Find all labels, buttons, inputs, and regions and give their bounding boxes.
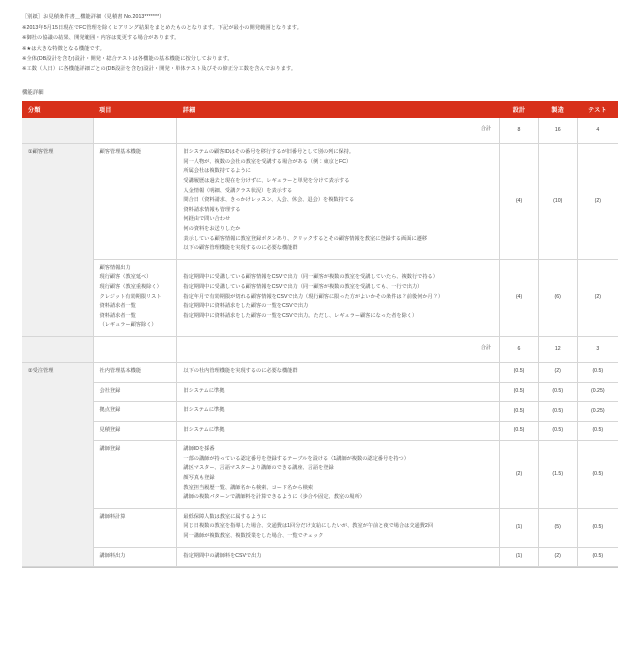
detail-line: 資料請求者一覧 — [99, 303, 136, 310]
detail-line: 以下の顧客管理機能を実現するのに必要な機能群 — [183, 245, 298, 252]
detail-line: 所属会社は複数持てるように — [183, 168, 251, 175]
cell-category: ②受注管理 — [22, 362, 93, 566]
cell-item — [93, 336, 177, 362]
cell-item: 拠点登録 — [93, 402, 177, 422]
table-row-total — [22, 118, 618, 144]
detail-line: 指定期間中に受講している顧客情報をCSVで出力（同一顧客が複数の教室を受講しても、一行で出力） — [183, 283, 423, 290]
cell-build: (10) — [538, 144, 577, 260]
cell-design: (2) — [500, 441, 539, 509]
cell-detail — [177, 547, 500, 567]
cell-build: (5) — [538, 508, 577, 547]
column-header-test: テスト — [577, 101, 618, 118]
detail-line: 現行顧客（教室重複除く） — [99, 283, 162, 290]
cell-design-total: 8 — [500, 118, 539, 144]
table-caption: 機能詳細 — [22, 90, 44, 97]
cell-build: (2) — [538, 362, 577, 382]
detail-line: 現行顧客（教室延べ） — [99, 274, 152, 281]
detail-line: 旧システムに準拠 — [183, 387, 225, 394]
detail-line: 指定期間中に資料請求をした顧客の一覧をCSVで出力。ただし、レギュラー顧客になった者を除く） — [183, 312, 418, 319]
detail-line: 同一人物が、複数の会社の教室を受講する場合がある（例：東京とFC） — [183, 158, 352, 165]
cell-build: (0.5) — [538, 421, 577, 441]
cell-total-label: 合計 — [177, 118, 500, 144]
detail-line: 何経由で問い合わせ — [183, 216, 231, 223]
cell-test: (0.25) — [577, 382, 618, 402]
cell-design: (4) — [500, 144, 539, 260]
table-row — [22, 144, 618, 260]
cell-design: (0.5) — [500, 402, 539, 422]
detail-line: 資料請求者一覧 — [99, 312, 136, 319]
detail-line: 資料請求情報も管理する — [183, 206, 241, 213]
cell-build: (1.5) — [538, 441, 577, 509]
cell-design: (0.5) — [500, 382, 539, 402]
column-header-detail: 詳細 — [177, 101, 500, 118]
cell-test: (0.5) — [577, 547, 618, 567]
table-row — [22, 402, 618, 422]
table-header — [22, 101, 618, 118]
detail-line: 何の資料をお送りしたか — [183, 225, 241, 232]
cell-build: (6) — [538, 259, 577, 336]
table-row — [22, 441, 618, 509]
cell-item: 見積登録 — [93, 421, 177, 441]
cell-test: (0.5) — [577, 508, 618, 547]
cell-category — [22, 118, 93, 144]
cell-detail — [177, 421, 500, 441]
column-header-build: 製造 — [538, 101, 577, 118]
detail-line: 指定期間中の講師料をCSVで出力 — [183, 552, 262, 559]
cell-test-total: 3 — [577, 336, 618, 362]
detail-line: 旧システムに準拠 — [183, 407, 225, 414]
cell-test-total: 4 — [577, 118, 618, 144]
cell-item: 会社登録 — [93, 382, 177, 402]
detail-line: 講師IDを採番 — [183, 446, 215, 453]
cell-test: (0.5) — [577, 421, 618, 441]
cell-total-label: 合計 — [177, 336, 500, 362]
cell-item: 顧客管理基本機能 — [93, 144, 177, 260]
table-bottom-rule — [22, 567, 618, 568]
note-line: ［別紙］お見積条件書＿機能詳細（見積書 No.2013*******） — [22, 14, 165, 20]
cell-detail — [177, 508, 500, 547]
cell-detail — [177, 402, 500, 422]
table-row — [22, 259, 618, 336]
detail-line: 以下の社内管理機能を実現するのに必要な機能群 — [183, 367, 298, 374]
cell-build-total: 12 — [538, 336, 577, 362]
cell-detail — [177, 259, 500, 336]
detail-line: 問合日（資料請求、きっかけレッスン、入会、休会、退会）を複数持てる — [183, 197, 355, 204]
detail-line: 表示している顧客情報に教室登録ボタンあり、クリックするとその顧客情報を教室に登録する画面に遷移 — [183, 235, 428, 242]
cell-category — [22, 336, 93, 362]
table-row-total — [22, 336, 618, 362]
cell-design: (4) — [500, 259, 539, 336]
column-header-item: 項目 — [93, 101, 177, 118]
detail-line: 講区マスター、言語マスターより講師のできる講座、言語を登録 — [183, 465, 334, 472]
cell-category: ①顧客管理 — [22, 144, 93, 337]
detail-line: 講師の複数パターンで講師料を計算できるように（歩合や固定、教室の場所） — [183, 494, 365, 501]
cell-detail — [177, 144, 500, 260]
cell-test: (2) — [577, 259, 618, 336]
table-row — [22, 547, 618, 567]
note-line: ※御社の協議の結果、開発範囲・内容は変更する場合があります。 — [22, 35, 180, 42]
detail-line: 教室担当履歴一覧、講師名から検索、コード名から検索 — [183, 484, 314, 491]
detail-line: 同一講師が複数教室、複数授業をした場合、一覧でチェック — [183, 533, 324, 540]
note-line: ※★は大きな特徴となる機能です。 — [22, 45, 105, 52]
detail-line: 最低保障人数は教室に属するように — [183, 513, 267, 520]
spec-table — [22, 101, 618, 567]
cell-design: (1) — [500, 547, 539, 567]
cell-design-total: 6 — [500, 336, 539, 362]
column-header-category: 分類 — [22, 101, 93, 118]
detail-line: 旧システムの顧客IDはその番号を移行するが旧番号として別の列に保持。 — [183, 149, 355, 156]
column-header-design: 設計 — [500, 101, 539, 118]
cell-detail — [177, 382, 500, 402]
detail-line: 顔写真も登録 — [183, 475, 215, 482]
cell-test: (0.5) — [577, 362, 618, 382]
cell-design: (0.5) — [500, 362, 539, 382]
detail-line: 受講履歴は過去と現在を分けずに、レギュラーと単発を分けて表示する — [183, 178, 350, 184]
detail-line: 指定期間中に資料請求をした顧客の一覧をCSVで出力 — [183, 303, 309, 310]
header-row — [22, 101, 618, 118]
table-row — [22, 421, 618, 441]
cell-test: (2) — [577, 144, 618, 260]
detail-line: 指定年月で有効期限が切れる顧客情報をCSVで出力（現行顧客に限った方がよいかその条件は？前後何か月？） — [183, 293, 444, 300]
table-row — [22, 508, 618, 547]
detail-line: （レギュラー顧客除く） — [99, 322, 157, 329]
detail-line — [183, 321, 493, 331]
cell-item: 講師料計算 — [93, 508, 177, 547]
table-row — [22, 382, 618, 402]
cell-item — [93, 118, 177, 144]
cell-build: (2) — [538, 547, 577, 567]
cell-item: 講師料出力 — [93, 547, 177, 567]
cell-item: 社内管理基本機能 — [93, 362, 177, 382]
cell-item: 講師登録 — [93, 441, 177, 509]
cell-item — [93, 259, 177, 336]
cell-test: (0.5) — [577, 441, 618, 509]
detail-line: 一部の講師が持っている認定番号を登録するテーブルを設ける（1講師が複数の認定番号を持つ） — [183, 455, 409, 462]
detail-line: クレジット有効期限リスト — [99, 293, 162, 300]
table-row — [22, 362, 618, 382]
note-line: ※2013年5月15日現在でFC管理を除くヒアリング結果をまとめたものとなります。下記が最小の開発範囲となります。 — [22, 25, 303, 32]
cell-build: (0.5) — [538, 382, 577, 402]
detail-line: 旧システムに準拠 — [183, 426, 225, 433]
cell-build: (0.5) — [538, 402, 577, 422]
detail-line: 入金情報（明細、受講クラス状況）を表示する — [183, 187, 293, 194]
note-line: ※工数（人日）に各機能詳細ごとの(DB設計を含む)設計・開発・単体テスト及びその修正分工数を含んでおります。 — [22, 66, 297, 73]
detail-line: 指定期間中に受講している顧客情報をCSVで出力（同一顧客が複数の教室を受講していたら、複数行で持る） — [183, 274, 438, 281]
cell-detail — [177, 362, 500, 382]
cell-test: (0.25) — [577, 402, 618, 422]
cell-design: (1) — [500, 508, 539, 547]
cell-detail — [177, 441, 500, 509]
detail-line: 同じ日複数の教室を指導した場合、交通費は1回分だけ支給にしたいが、教室が午前と夜で場合は交通費2回 — [183, 523, 433, 530]
note-line: ※全体(DB設計を含む)設計・開発・総合テストは各機能の基本機能に按分しております。 — [22, 55, 233, 62]
cell-build-total: 16 — [538, 118, 577, 144]
cell-design: (0.5) — [500, 421, 539, 441]
preamble-notes — [22, 12, 618, 74]
table-body — [22, 118, 618, 567]
detail-line — [183, 264, 493, 274]
detail-line: 顧客情報出力 — [99, 264, 131, 271]
